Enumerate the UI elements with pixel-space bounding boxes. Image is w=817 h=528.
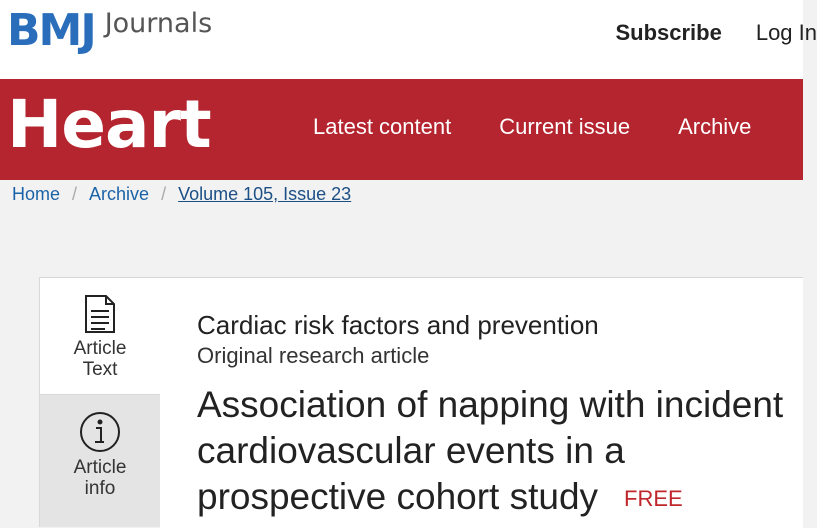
main-nav [313, 114, 751, 140]
journal-title[interactable]: Heart [7, 86, 211, 163]
logo-mark: BMJ [7, 5, 95, 56]
breadcrumb-archive[interactable]: Archive [89, 184, 150, 204]
document-icon [83, 294, 117, 334]
free-badge: FREE [624, 486, 683, 512]
login-link[interactable]: Log In [755, 20, 817, 45]
breadcrumb [12, 184, 351, 205]
bmj-journals-logo[interactable] [7, 4, 212, 66]
breadcrumb-separator: / [72, 184, 78, 204]
article-title-text: Association of napping with incident cardiovascular events in a prospective cohort study [197, 384, 784, 517]
breadcrumb-home[interactable]: Home [12, 184, 61, 204]
logo-journals-text: Journals [104, 8, 213, 39]
nav-latest-content[interactable]: Latest content [313, 114, 452, 139]
nav-current-issue[interactable]: Current issue [499, 114, 631, 139]
article-panel [160, 277, 803, 528]
tab-label-line1: Article [73, 338, 127, 359]
tab-label-line2: info [84, 478, 116, 499]
breadcrumb-separator: / [161, 184, 167, 204]
subscribe-link[interactable]: Subscribe [615, 20, 722, 45]
info-icon [79, 411, 121, 453]
top-bar [0, 0, 817, 79]
account-links [615, 20, 817, 46]
article-section[interactable]: Cardiac risk factors and prevention [197, 310, 599, 340]
breadcrumb-issue[interactable]: Volume 105, Issue 23 [178, 184, 352, 204]
tab-label-line1: Article [73, 457, 127, 478]
article-tabs [39, 277, 160, 527]
tab-article-info[interactable] [39, 395, 160, 527]
article-title [197, 382, 807, 522]
tab-article-text[interactable] [39, 277, 160, 395]
tab-label-line2: Text [82, 359, 118, 380]
journal-header [0, 79, 803, 180]
nav-archive[interactable]: Archive [678, 114, 752, 139]
article-type: Original research article [197, 343, 430, 368]
